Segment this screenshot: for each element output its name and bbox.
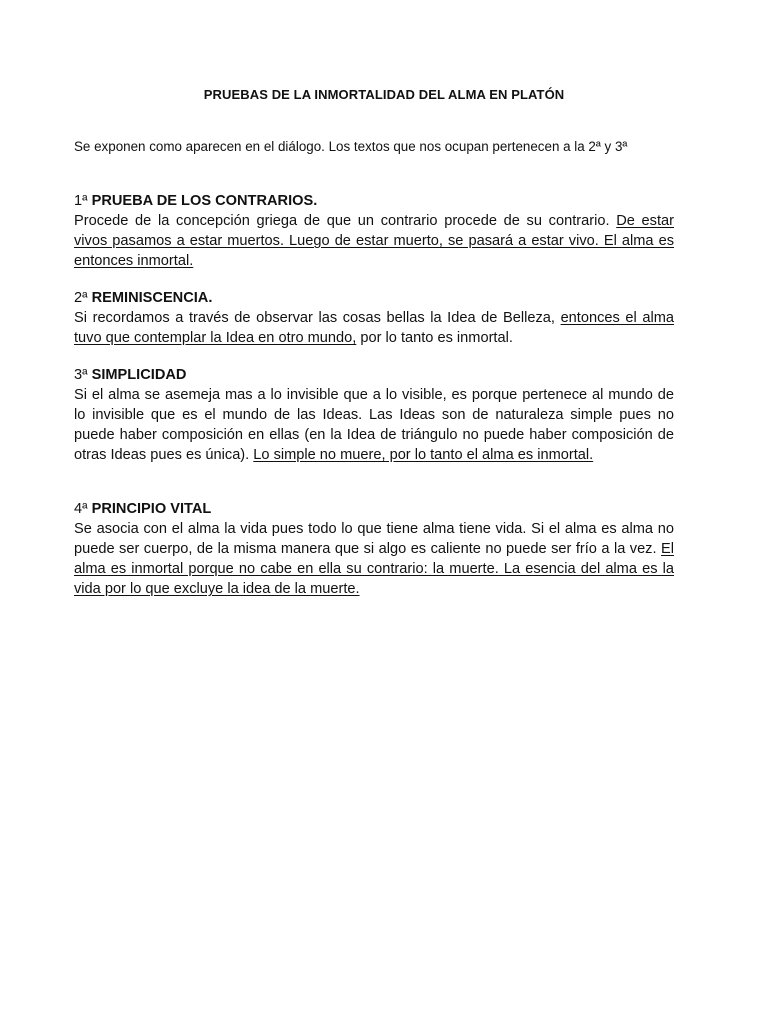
section-contrarios — [74, 191, 674, 271]
section-text: Si recordamos a través de observar las cosas bellas la Idea de Belleza, — [74, 310, 555, 326]
section-text: Se asocia con el alma la vida pues todo lo que tiene alma tiene vida. Si el alma es alma no puede ser cuerpo, de la misma manera que si algo es caliente no puede ser frío a la vez. — [74, 521, 674, 557]
section-heading — [74, 288, 674, 308]
section-underlined-text: Lo simple no muere, por lo tanto el alma es inmortal. — [253, 447, 594, 463]
section-body — [74, 385, 674, 465]
section-reminiscencia — [74, 288, 674, 348]
section-number: 1ª — [74, 193, 88, 209]
section-body — [74, 308, 674, 348]
section-title: PRINCIPIO VITAL — [91, 501, 212, 517]
section-title: REMINISCENCIA. — [91, 290, 213, 306]
section-text: Procede de la concepción griega de que un contrario procede de su contrario. — [74, 213, 610, 229]
section-simplicidad — [74, 365, 674, 465]
section-after-text: por lo tanto es inmortal. — [360, 330, 513, 346]
section-number: 4ª — [74, 501, 88, 517]
section-body — [74, 211, 674, 271]
section-heading — [74, 499, 674, 519]
document-title: PRUEBAS DE LA INMORTALIDAD DEL ALMA EN PLATÓN — [203, 87, 565, 102]
section-underlined-text: El alma es inmortal porque no cabe en ella su contrario: la muerte. La esencia del alma es la vida por lo que excluye la idea de la muerte. — [74, 541, 674, 597]
section-heading — [74, 191, 674, 211]
section-underlined-text: De estar vivos pasamos a estar muertos. Luego de estar muerto, se pasará a estar vivo. El alma es entonces inmortal. — [74, 213, 674, 269]
section-body — [74, 519, 674, 599]
section-principio-vital — [74, 499, 674, 599]
section-text: Si el alma se asemeja mas a lo invisible que a lo visible, es porque pertenece al mundo de lo invisible que es el mundo de las Ideas. Las Ideas son de naturaleza simple pues no puede haber composición en ellas (en la Idea de triángulo no puede haber composición de otras Ideas pues es única). — [74, 387, 674, 463]
section-title: SIMPLICIDAD — [91, 367, 187, 383]
intro-paragraph: Se exponen como aparecen en el diálogo. Los textos que nos ocupan pertenecen a la 2ª y 3ª — [74, 139, 628, 154]
section-number: 3ª — [74, 367, 88, 383]
section-number: 2ª — [74, 290, 88, 306]
section-title: PRUEBA DE LOS CONTRARIOS. — [91, 193, 318, 209]
section-heading — [74, 365, 674, 385]
section-underlined-text: entonces el alma tuvo que contemplar la Idea en otro mundo, — [74, 310, 674, 346]
